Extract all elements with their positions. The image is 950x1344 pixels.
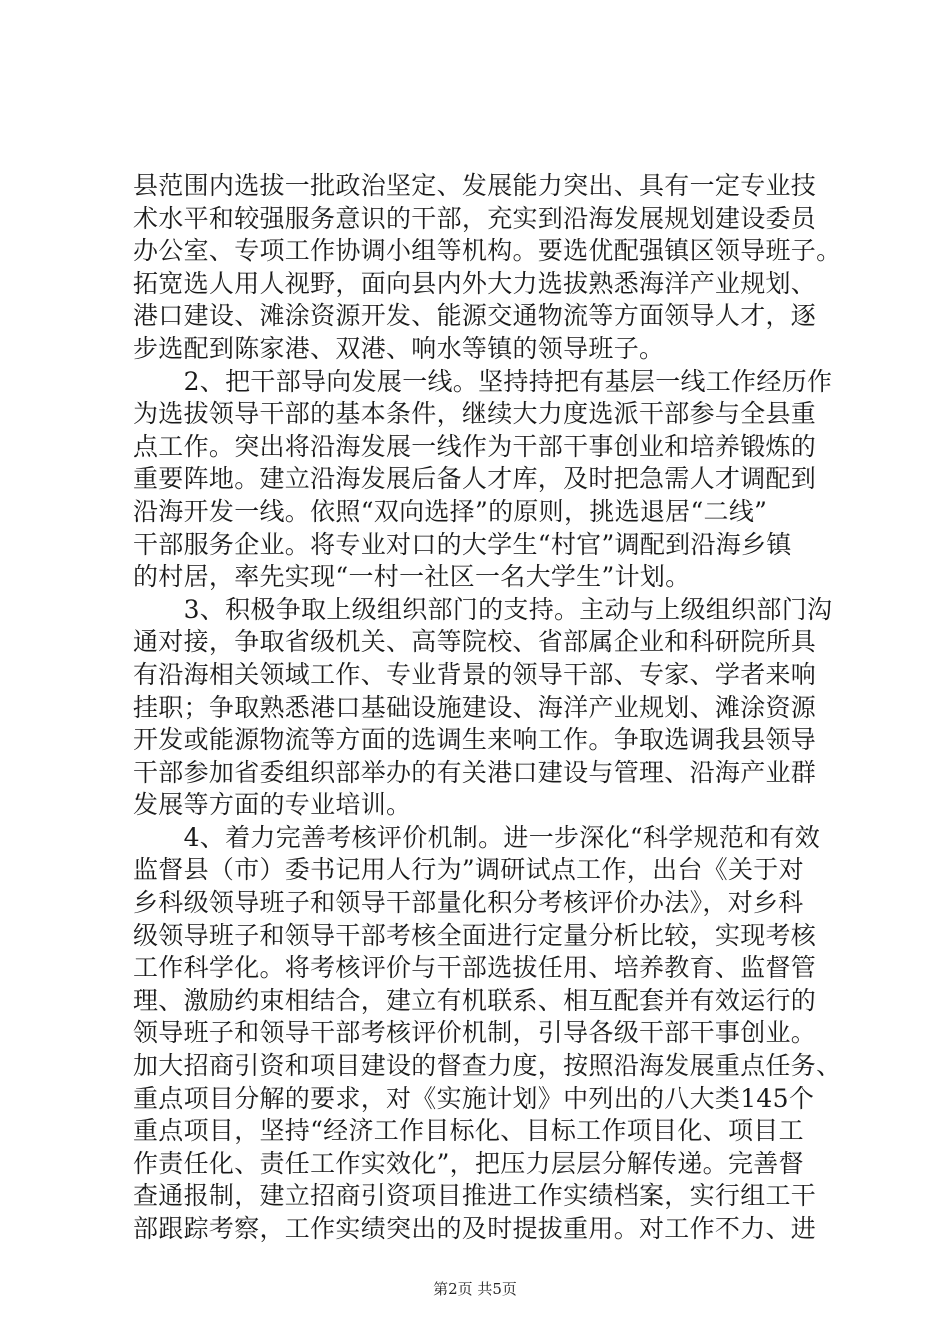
page-footer: 第2页 共5页 bbox=[433, 1280, 517, 1298]
text-line: 加大招商引资和项目建设的督查力度，按照沿海发展重点任务、 bbox=[133, 1051, 842, 1081]
text-line: 级领导班子和领导干部考核全面进行定量分析比较，实现考核 bbox=[133, 920, 817, 950]
text-line: 重要阵地。建立沿海发展后备人才库，及时把急需人才调配到 bbox=[133, 464, 817, 494]
text-line: 领导班子和领导干部考核评价机制，引导各级干部干事创业。 bbox=[133, 1018, 817, 1048]
text-line: 港口建设、滩涂资源开发、能源交通物流等方面领导人才，逐 bbox=[133, 301, 817, 331]
text-line: 通对接，争取省级机关、高等院校、省部属企业和科研院所具 bbox=[133, 627, 817, 657]
text-line: 监督县（市）委书记用人行为”调研试点工作，出台《关于对 bbox=[133, 855, 804, 885]
text-line: 干部参加省委组织部举办的有关港口建设与管理、沿海产业群 bbox=[133, 757, 817, 787]
text-line: 查通报制，建立招商引资项目推进工作实绩档案，实行组工干 bbox=[133, 1181, 817, 1211]
text-line: 挂职；争取熟悉港口基础设施建设、海洋产业规划、滩涂资源 bbox=[133, 692, 817, 722]
text-line: 拓宽选人用人视野，面向县内外大力选拔熟悉海洋产业规划、 bbox=[133, 268, 817, 298]
text-line: 部跟踪考察，工作实绩突出的及时提拔重用。对工作不力、进 bbox=[133, 1214, 817, 1243]
text-line: 办公室、专项工作协调小组等机构。要选优配强镇区领导班子。 bbox=[133, 236, 842, 266]
text-line: 工作科学化。将考核评价与干部选拔任用、培养教育、监督管 bbox=[133, 953, 817, 983]
text-line: 点工作。突出将沿海发展一线作为干部干事创业和培养锻炼的 bbox=[133, 431, 817, 461]
text-line: 开发或能源物流等方面的选调生来响工作。争取选调我县领导 bbox=[133, 725, 817, 755]
text-line: 2、把干部导向发展一线。坚持持把有基层一线工作经历作 bbox=[133, 366, 833, 396]
text-line: 作责任化、责任工作实效化”，把压力层层分解传递。完善督 bbox=[133, 1148, 804, 1178]
text-line: 为选拔领导干部的基本条件，继续大力度选派干部参与全县重 bbox=[133, 399, 817, 429]
text-line: 的村居，率先实现“一村一社区一名大学生”计划。 bbox=[133, 562, 691, 592]
text-line: 乡科级领导班子和领导干部量化积分考核评价办法》，对乡科 bbox=[133, 888, 804, 918]
text-line: 步选配到陈家港、双港、响水等镇的领导班子。 bbox=[133, 333, 665, 363]
document-body bbox=[133, 170, 848, 1246]
text-line: 干部服务企业。将专业对口的大学生“村官”调配到沿海乡镇 bbox=[133, 529, 792, 559]
text-line: 重点项目，坚持“经济工作目标化、目标工作项目化、项目工 bbox=[133, 1116, 804, 1146]
text-line: 4、着力完善考核评价机制。进一步深化“科学规范和有效 bbox=[133, 822, 821, 852]
text-line: 有沿海相关领域工作、专业背景的领导干部、专家、学者来响 bbox=[133, 659, 817, 689]
text-line: 术水平和较强服务意识的干部，充实到沿海发展规划建设委员 bbox=[133, 203, 817, 233]
text-line: 沿海开发一线。依照“双向选择”的原则，挑选退居“二线” bbox=[133, 496, 768, 526]
text-line: 发展等方面的专业培训。 bbox=[133, 790, 412, 820]
text-line: 县范围内选拔一批政治坚定、发展能力突出、具有一定专业技 bbox=[133, 171, 817, 200]
text-line: 3、积极争取上级组织部门的支持。主动与上级组织部门沟 bbox=[133, 594, 833, 624]
text-line: 理、激励约束相结合，建立有机联系、相互配套并有效运行的 bbox=[133, 985, 817, 1015]
text-line: 重点项目分解的要求，对《实施计划》中列出的八大类145个 bbox=[133, 1083, 815, 1113]
